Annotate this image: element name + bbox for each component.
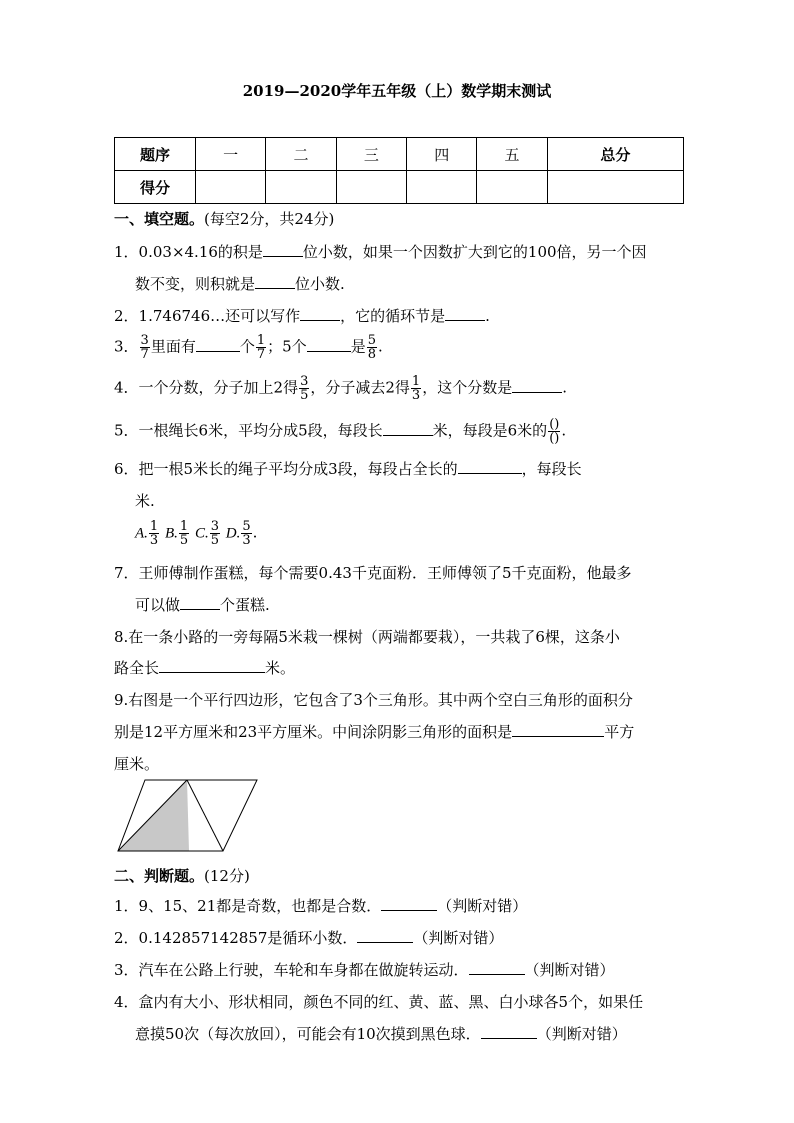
question-text: 3．汽车在公路上行驶，车轮和车身都在做旋转运动．: [114, 961, 469, 979]
question-text: 米。: [265, 659, 296, 677]
question-text: 里面有: [150, 337, 196, 356]
diagonal-line: [187, 780, 223, 851]
fraction: $\frac{5}{8}$: [367, 333, 376, 362]
question-1: [114, 241, 647, 262]
question-text: 平方: [604, 723, 635, 741]
section-title: 二、判断题。: [114, 867, 205, 885]
answer-blank[interactable]: [512, 724, 604, 737]
answer-blank[interactable]: [357, 930, 413, 943]
question-2: [114, 305, 490, 326]
question-text: 位小数.: [295, 275, 345, 293]
fraction: $\frac{()}{()}$: [549, 417, 560, 446]
answer-blank[interactable]: [300, 308, 340, 321]
question-text: 5．一根绳长6米，平均分成5段，每段长: [114, 421, 383, 440]
question-9-cont2: 厘米。: [114, 755, 160, 773]
parallelogram-diagram: [117, 779, 259, 853]
question-text: 2．1.746746…还可以写作: [114, 307, 301, 325]
answer-blank[interactable]: [469, 962, 525, 975]
question-7: 7．王师傅制作蛋糕，每个需要0.43千克面粉．王师傅领了5千克面粉，他最多: [114, 564, 632, 582]
table-cell: 总分: [547, 138, 683, 171]
table-cell: 五: [477, 138, 547, 171]
question-text: （判断对错）: [524, 961, 615, 979]
question-text: .: [485, 307, 490, 325]
fraction: $\frac{3}{7}$: [140, 333, 149, 362]
question-text: 1．0.03×4.16的积是: [114, 243, 263, 261]
question-5: [114, 418, 566, 445]
question-text: （判断对错）: [536, 1025, 627, 1043]
table-row: [115, 171, 684, 204]
question-text: 是: [350, 337, 366, 356]
judge-3: [114, 959, 615, 980]
question-text: 米，每段是6米的: [432, 421, 548, 440]
option-label: B.: [164, 525, 178, 542]
question-text: ；5个: [267, 337, 307, 356]
question-1-cont: [135, 273, 345, 294]
question-text: .: [377, 337, 383, 356]
judge-4-cont: [135, 1023, 627, 1044]
question-text: 个蛋糕.: [220, 596, 270, 614]
question-text: .: [252, 523, 258, 542]
question-6: [114, 458, 582, 479]
fraction: $\frac{1}{7}$: [256, 333, 266, 362]
table-cell: 一: [196, 138, 266, 171]
question-text: 6．把一根5米长的绳子平均分成3段，每段占全长的: [114, 460, 458, 478]
question-text: .: [562, 378, 567, 397]
question-text: 3．: [114, 337, 139, 356]
question-text: ，分子减去2得: [310, 378, 410, 397]
question-text: 个: [239, 337, 255, 356]
question-text: 意摸50次（每次放回），可能会有10次摸到黑色球．: [135, 1025, 481, 1043]
table-cell[interactable]: [407, 171, 477, 204]
table-cell[interactable]: [547, 171, 683, 204]
table-cell[interactable]: [196, 171, 266, 204]
answer-blank[interactable]: [159, 660, 265, 673]
table-cell: 题序: [115, 138, 196, 171]
table-cell[interactable]: [336, 171, 406, 204]
fraction: $\frac{3}{5}$: [300, 374, 309, 403]
question-8-cont: [114, 657, 295, 678]
table-cell: 二: [266, 138, 336, 171]
judge-1: [114, 895, 527, 916]
question-text: .: [561, 421, 567, 440]
table-cell: 三: [336, 138, 406, 171]
score-table: [114, 137, 684, 204]
section-heading: [114, 208, 334, 229]
answer-blank[interactable]: [512, 380, 562, 393]
section-heading: [114, 865, 250, 886]
option-label: A.: [135, 525, 148, 542]
question-9-cont: [114, 721, 634, 742]
answer-blank[interactable]: [307, 339, 351, 352]
answer-blank[interactable]: [383, 423, 433, 436]
question-text: （判断对错）: [413, 929, 504, 947]
fraction: $\frac{3}{5}$: [210, 519, 220, 548]
answer-blank[interactable]: [180, 597, 220, 610]
question-text: 路全长: [114, 659, 160, 677]
table-cell[interactable]: [266, 171, 336, 204]
answer-blank[interactable]: [255, 276, 295, 289]
question-6-cont: 米.: [135, 492, 155, 510]
fraction: $\frac{1}{3}$: [411, 374, 421, 403]
section-note: (每空2分，共24分): [204, 210, 335, 228]
judge-4: 4．盒内有大小、形状相同，颜色不同的红、黄、蓝、黑、白小球各5个，如果任: [114, 993, 644, 1011]
question-text: 可以做: [135, 596, 181, 614]
question-8: 8.在一条小路的一旁每隔5米栽一棵树（两端都要栽），一共栽了6棵，这条小: [114, 628, 620, 646]
page-title: 2019—2020学年五年级（上）数学期末测试: [242, 82, 552, 100]
question-text: 4．一个分数，分子加上2得: [114, 378, 299, 397]
answer-blank[interactable]: [196, 339, 240, 352]
question-text: 别是12平方厘米和23平方厘米。中间涂阴影三角形的面积是: [114, 723, 513, 741]
question-text: ，每段长: [521, 460, 582, 478]
answer-blank[interactable]: [263, 244, 303, 257]
option-label: C.: [194, 525, 209, 542]
question-4: [114, 375, 567, 402]
question-text: 数不变，则积就是: [135, 275, 256, 293]
question-7-cont: [135, 594, 270, 615]
section-title: 一、填空题。: [114, 210, 205, 228]
fraction: $\frac{1}{5}$: [179, 519, 189, 548]
question-text: 2．0.142857142857是循环小数．: [114, 929, 358, 947]
table-cell: 得分: [115, 171, 196, 204]
answer-blank[interactable]: [458, 461, 522, 474]
table-row: [115, 138, 684, 171]
question-3: [114, 334, 383, 361]
table-cell[interactable]: [477, 171, 547, 204]
question-text: 位小数，如果一个因数扩大到它的100倍，另一个因: [302, 243, 647, 261]
question-9: 9.右图是一个平行四边形，它包含了3个三角形。其中两个空白三角形的面积分: [114, 691, 633, 709]
answer-blank[interactable]: [481, 1026, 537, 1039]
table-cell: 四: [407, 138, 477, 171]
question-text: ，这个分数是: [422, 378, 513, 397]
section-note: (12分): [204, 867, 250, 885]
question-text: （判断对错）: [437, 897, 528, 915]
judge-2: [114, 927, 503, 948]
answer-blank[interactable]: [445, 308, 485, 321]
question-6-options: [135, 520, 257, 547]
question-text: 1．9、15、21都是奇数，也都是合数．: [114, 897, 382, 915]
question-text: ，它的循环节是: [340, 307, 446, 325]
fraction: $\frac{5}{3}$: [242, 519, 251, 548]
fraction: $\frac{1}{3}$: [149, 519, 159, 548]
option-label: D.: [225, 525, 241, 542]
answer-blank[interactable]: [381, 898, 437, 911]
